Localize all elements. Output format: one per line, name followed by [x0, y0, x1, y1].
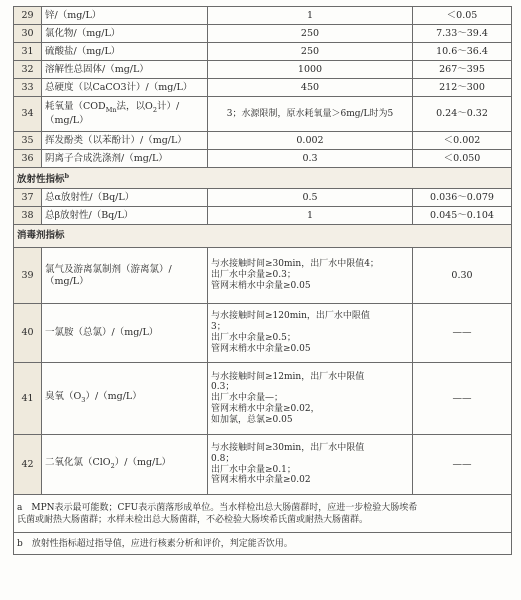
indicator-name	[42, 97, 208, 132]
row-number: 35	[14, 132, 42, 150]
limit-value	[208, 363, 413, 435]
limit-line: 与水接触时间≥120min，出厂水中限值	[211, 311, 370, 322]
table-row	[14, 43, 512, 61]
table-row	[14, 79, 512, 97]
footnote-marker: b	[64, 171, 70, 180]
indicator-name	[42, 363, 208, 435]
section-heading	[14, 225, 512, 248]
name-part: ）/（mg/L）	[114, 457, 172, 469]
limit-line: 与水接触时间≥30min，出厂水中限值	[211, 442, 365, 453]
row-number: 38	[14, 207, 42, 225]
section-heading	[14, 168, 512, 189]
limit-value: 250	[208, 25, 413, 43]
table-row	[14, 304, 512, 363]
footnote-a	[14, 495, 512, 533]
row-number: 36	[14, 150, 42, 168]
subscript: 2	[152, 105, 157, 114]
indicator-name: 一氯胺（总氯）/（mg/L）	[42, 304, 208, 363]
table-row	[14, 207, 512, 225]
row-number: 29	[14, 7, 42, 25]
limit-line: 出厂水中余量≥0.1；	[211, 464, 296, 475]
indicator-name: 总硬度（以CaCO3计）/（mg/L）	[42, 79, 208, 97]
indicator-name: 锌/（mg/L）	[42, 7, 208, 25]
limit-value: 1000	[208, 61, 413, 79]
name-part: 二氧化氯（ClO	[45, 457, 111, 469]
row-number: 39	[14, 248, 42, 304]
table-row	[14, 25, 512, 43]
table-row	[14, 132, 512, 150]
subscript: Mn	[105, 105, 117, 114]
reference-range: ＜0.050	[413, 150, 512, 168]
footnote-a-line: 氏菌或耐热大肠菌群；水样未检出总大肠菌群，不必检验大肠埃希氏菌或耐热大肠菌群。	[17, 514, 369, 525]
limit-line: 3；	[211, 322, 226, 333]
limit-value	[208, 435, 413, 495]
reference-range: ——	[413, 435, 512, 495]
limit-line: 管网末梢水中余量≥0.02	[211, 475, 311, 486]
section-row	[14, 168, 512, 189]
table-row	[14, 363, 512, 435]
reference-range: ＜0.05	[413, 7, 512, 25]
indicator-name: 总β放射性/（Bq/L）	[42, 207, 208, 225]
table-row	[14, 189, 512, 207]
table-row	[14, 61, 512, 79]
reference-range: 0.036～0.079	[413, 189, 512, 207]
limit-value: 250	[208, 43, 413, 61]
indicator-name	[42, 248, 208, 304]
table-row	[14, 97, 512, 132]
reference-range: 267～395	[413, 61, 512, 79]
indicator-name: 氯化物/（mg/L）	[42, 25, 208, 43]
row-number: 41	[14, 363, 42, 435]
footnote-row	[14, 533, 512, 555]
reference-range: 0.30	[413, 248, 512, 304]
table-row	[14, 248, 512, 304]
reference-range: 0.24～0.32	[413, 97, 512, 132]
water-quality-table	[13, 6, 512, 555]
name-part: 法，以O	[116, 100, 153, 112]
section-title-radioactive: 放射性指标	[17, 174, 65, 186]
row-number: 31	[14, 43, 42, 61]
indicator-name: 总α放射性/（Bq/L）	[42, 189, 208, 207]
limit-line: 0.3；	[211, 382, 235, 393]
section-title-disinfectant: 消毒剂指标	[17, 230, 65, 241]
limit-line: 出厂水中余量≥0.5；	[211, 333, 296, 343]
limit-value	[208, 304, 413, 363]
subscript: 2	[110, 461, 115, 470]
name-unit: （mg/L）	[45, 275, 89, 287]
footnote-b: b 放射性指标超过指导值，应进行核素分析和评价，判定能否饮用。	[14, 533, 512, 555]
limit-line: 0.8；	[211, 453, 235, 464]
limit-line: 如加氯，总氯≥0.05	[211, 414, 293, 425]
limit-line: 管网末梢水中余量≥0.02，	[211, 403, 320, 414]
footnote-row	[14, 495, 512, 533]
reference-range: ——	[413, 363, 512, 435]
limit-value: 0.002	[208, 132, 413, 150]
indicator-name: 溶解性总固体/（mg/L）	[42, 61, 208, 79]
limit-line: 出厂水中余量—；	[211, 393, 284, 404]
name-part: 计）/	[156, 100, 180, 112]
reference-range: 10.6～36.4	[413, 43, 512, 61]
row-number: 42	[14, 435, 42, 495]
indicator-name: 阴离子合成洗涤剂/（mg/L）	[42, 150, 208, 168]
limit-value: 0.5	[208, 189, 413, 207]
name-part: 氯气及游离氯制剂（游离氯）/	[45, 263, 172, 275]
limit-line: 与水接触时间≥12min，出厂水中限值	[211, 371, 365, 382]
row-number: 33	[14, 79, 42, 97]
name-part: ）/（mg/L）	[85, 391, 142, 403]
section-row	[14, 225, 512, 248]
indicator-name: 硫酸盐/（mg/L）	[42, 43, 208, 61]
row-number: 30	[14, 25, 42, 43]
reference-range: 0.045～0.104	[413, 207, 512, 225]
limit-value: 0.3	[208, 150, 413, 168]
row-number: 34	[14, 97, 42, 132]
name-part: 耗氧量（COD	[45, 100, 106, 112]
row-number: 32	[14, 61, 42, 79]
limit-line: 管网末梢水中余量≥0.05	[211, 343, 311, 354]
subscript: 3	[81, 395, 86, 404]
limit-line: 与水接触时间≥30min，出厂水中限值4；	[211, 259, 379, 270]
limit-value: 1	[208, 207, 413, 225]
limit-value	[208, 248, 413, 304]
limit-line: 管网末梢水中余量≥0.05	[211, 280, 311, 291]
reference-range: 7.33～39.4	[413, 25, 512, 43]
name-part: 臭氧（O	[45, 391, 82, 403]
reference-range: ＜0.002	[413, 132, 512, 150]
indicator-name	[42, 435, 208, 495]
row-number: 40	[14, 304, 42, 363]
reference-range: ——	[413, 304, 512, 363]
limit-value: 450	[208, 79, 413, 97]
row-number: 37	[14, 189, 42, 207]
reference-range: 212～300	[413, 79, 512, 97]
table-row	[14, 435, 512, 495]
table-row	[14, 7, 512, 25]
limit-value: 1	[208, 7, 413, 25]
table-row	[14, 150, 512, 168]
indicator-name: 挥发酚类（以苯酚计）/（mg/L）	[42, 132, 208, 150]
limit-line: 出厂水中余量≥0.3；	[211, 270, 296, 281]
name-unit: （mg/L）	[45, 115, 89, 127]
limit-value: 3；水源限制，原水耗氧量＞6mg/L时为5	[208, 97, 413, 132]
footnote-a-line: a MPN表示最可能数；CFU表示菌落形成单位。当水样检出总大肠菌群时，应进一步检验大肠埃希	[17, 502, 418, 513]
